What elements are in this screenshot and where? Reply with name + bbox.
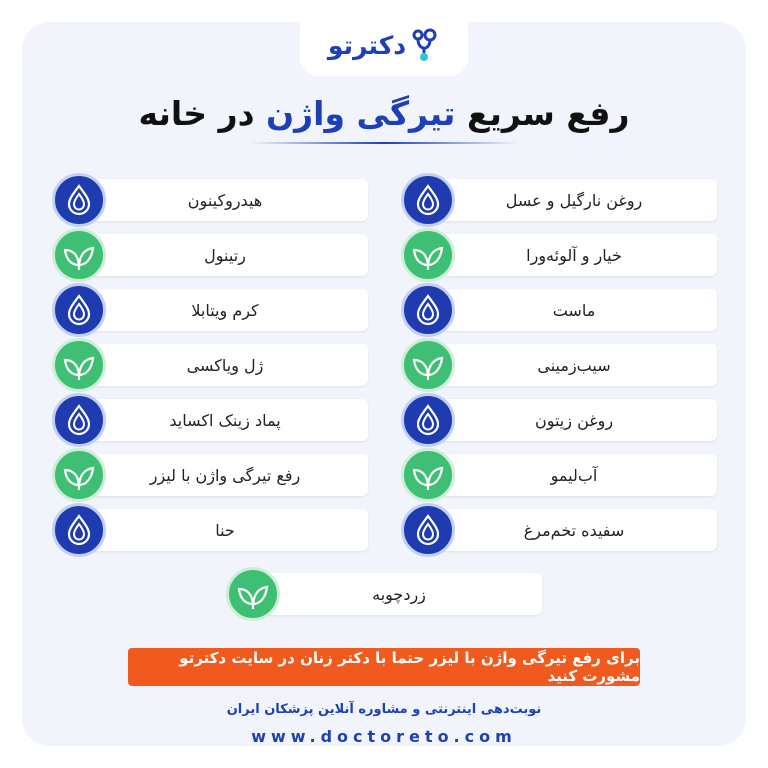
logo-text: دکترتو (327, 30, 407, 60)
banner-text: برای رفع تیرگی واژن با لیزر حتما با دکتر زنان در سایت دکترتو مشورت کنید (179, 649, 640, 685)
item-label: روغن زیتون (534, 410, 614, 430)
item-label: ژل ویاکسی (186, 355, 264, 375)
item-pill (431, 179, 717, 221)
item-pill (431, 454, 717, 496)
drop-icon (401, 173, 455, 227)
item-pill (82, 234, 368, 276)
item-pill (82, 399, 368, 441)
footer-url-link[interactable]: www.doctoreto.com (251, 727, 517, 746)
drop-icon (52, 173, 106, 227)
list-item (226, 562, 542, 626)
logo-area[interactable] (300, 14, 468, 76)
page-title (0, 94, 768, 133)
drop-icon (401, 503, 455, 557)
drop-icon (52, 503, 106, 557)
item-label: هیدروکینون (187, 190, 263, 210)
leaf-icon (401, 228, 455, 282)
item-label: سیب‌زمینی (537, 355, 611, 375)
item-pill (431, 399, 717, 441)
item-pill (82, 344, 368, 386)
title-underline (250, 142, 518, 144)
leaf-icon (52, 448, 106, 502)
item-pill (82, 509, 368, 551)
item-label: پماد زینک اکساید (169, 410, 281, 430)
list-item (401, 498, 717, 562)
drop-icon (401, 393, 455, 447)
item-pill (82, 289, 368, 331)
leaf-icon (226, 567, 280, 621)
item-pill (431, 234, 717, 276)
leaf-icon (401, 338, 455, 392)
item-pill (431, 344, 717, 386)
item-pill (82, 179, 368, 221)
list-item (52, 498, 368, 562)
leaf-icon (52, 338, 106, 392)
item-label: روغن نارگیل و عسل (505, 190, 643, 210)
item-pill (256, 573, 542, 615)
item-label: آب‌لیمو (550, 465, 598, 485)
title-part2: در خانه (138, 94, 266, 133)
leaf-icon (52, 228, 106, 282)
title-part1: رفع سریع (455, 94, 630, 133)
item-pill (82, 454, 368, 496)
item-label: رتینول (204, 245, 246, 265)
item-label: زردچوبه (372, 584, 426, 604)
leaf-icon (401, 448, 455, 502)
item-label: حنا (215, 520, 235, 540)
drop-icon (52, 393, 106, 447)
drop-icon (401, 283, 455, 337)
item-pill (431, 509, 717, 551)
item-label: کرم ویتابلا (191, 300, 259, 320)
item-label: ماست (552, 300, 596, 320)
item-label: خیار و آلوئه‌ورا (526, 245, 622, 265)
item-pill (431, 289, 717, 331)
item-label: رفع تیرگی واژن با لیزر (149, 465, 301, 485)
drop-icon (52, 283, 106, 337)
item-label: سفیده تخم‌مرغ (523, 520, 625, 540)
title-accent: تیرگی واژن (266, 94, 456, 133)
stethoscope-icon (410, 27, 440, 63)
cta-banner[interactable] (128, 648, 640, 686)
footer-tagline: نوبت‌دهی اینترنتی و مشاوره آنلاین پزشکان ایران (226, 702, 542, 717)
